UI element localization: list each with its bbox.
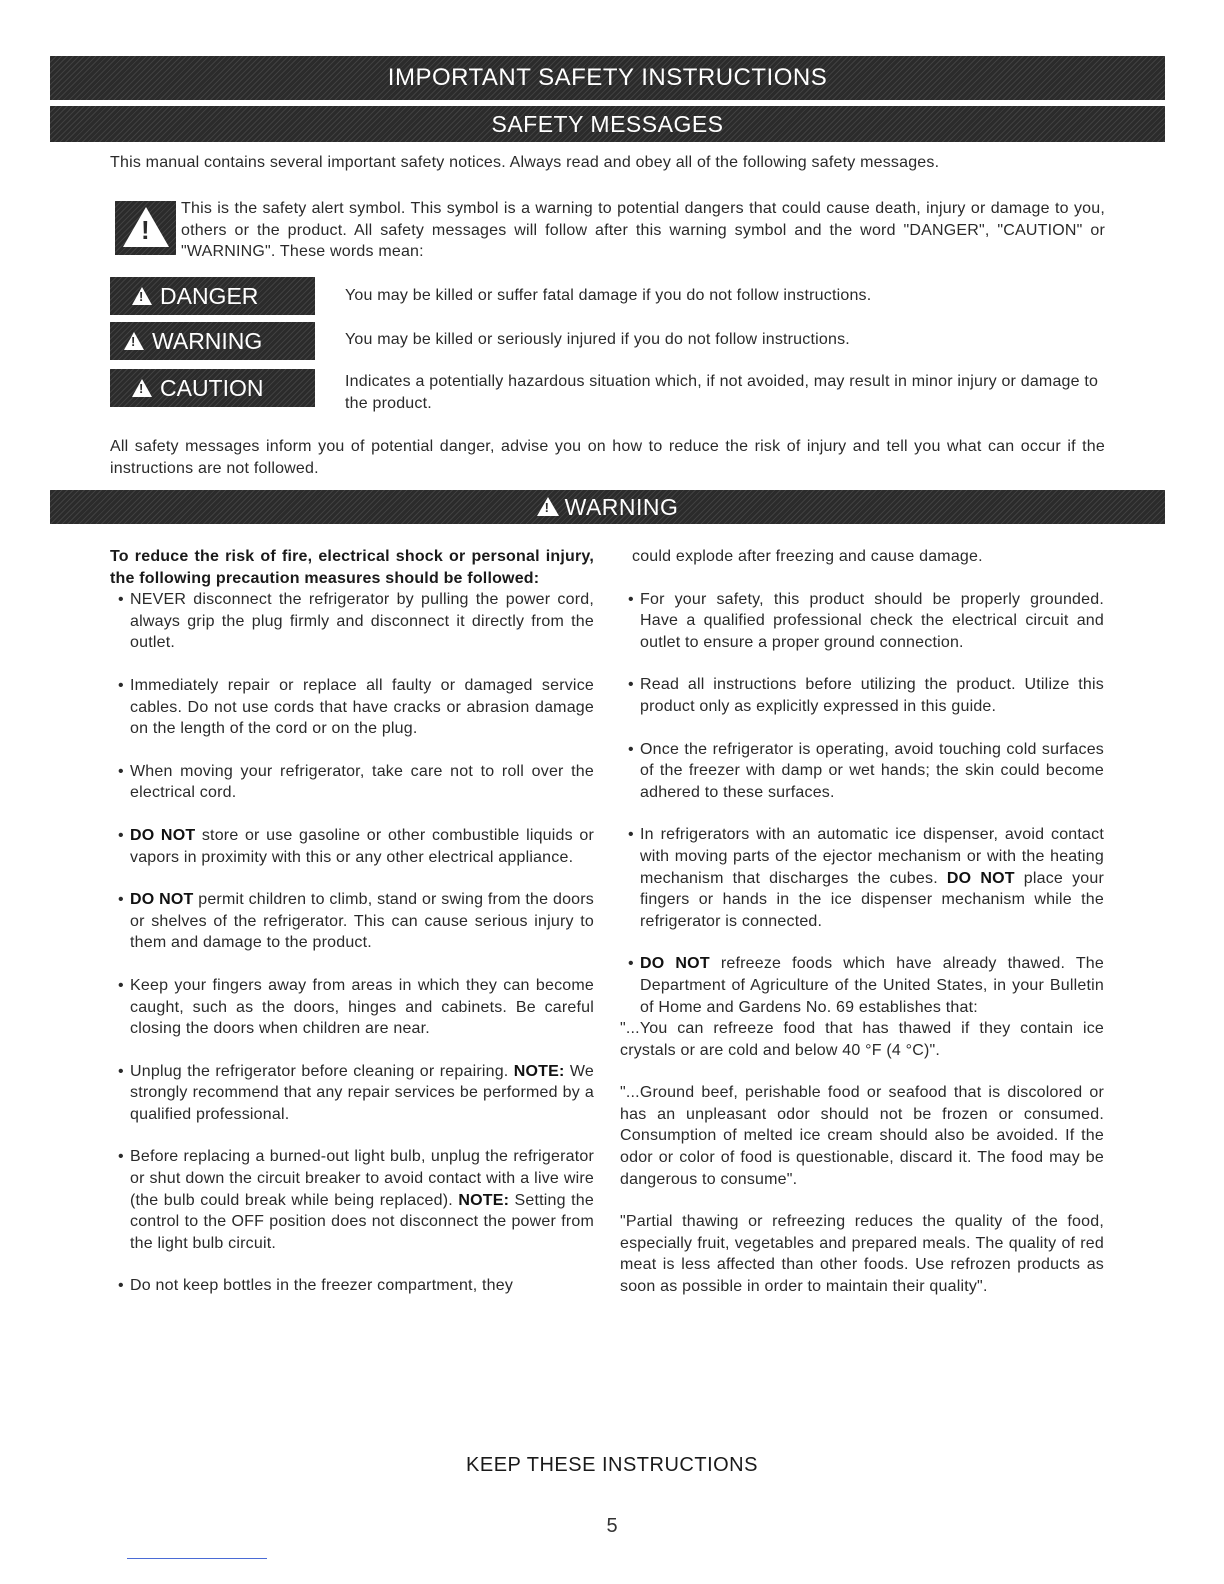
- list-item: • DO NOT refreeze foods which have already thawed. The Department of Agriculture of the United States, in your Bulletin of Home and Gardens No. 69 establishes that:: [620, 953, 1104, 1018]
- warning-triangle-icon: [132, 379, 152, 397]
- continued-text: could explode after freezing and cause damage.: [632, 548, 983, 565]
- warning-heading: WARNING: [564, 494, 679, 520]
- alert-symbol-description: This is the safety alert symbol. This symbol is a warning to potential dangers that could cause death, injury or damage to you, others or the product. All safety messages will follow after this warning symbol and the word "DANGER", "CAUTION" or "WARNING". These words mean:: [181, 200, 1105, 260]
- usda-quote: "...Ground beef, perishable food or seafood that is discolored or has an unpleasant odor should not be frozen or consumed. Consumption of melted ice cream should also be avoided. If the odor or color of food is questionable, discard it. The food may be dangerous to consume".: [620, 1084, 1104, 1188]
- usda-quote: "Partial thawing or refreezing reduces the quality of the food, especially fruit, vegetables and prepared meals. The quality of red meat is less affected than other foods. Use refrozen products as soon as possible in order to maintain their quality".: [620, 1213, 1104, 1296]
- list-item: • DO NOT store or use gasoline or other combustible liquids or vapors in proximity with this or any other electrical appliance.: [110, 825, 594, 868]
- usda-quote: "...You can refreeze food that has thawed if they contain ice crystals or are cold and below 40 °F (4 °C)".: [620, 1020, 1104, 1059]
- safety-summary: All safety messages inform you of potential danger, advise you on how to reduce the risk of injury and tell you what can occur if the instructions are not followed.: [110, 438, 1105, 477]
- list-item: • Once the refrigerator is operating, avoid touching cold surfaces of the freezer with damp or wet hands; the skin could become adhered to these surfaces.: [620, 739, 1104, 804]
- list-item: • NEVER disconnect the refrigerator by pulling the power cord, always grip the plug firmly and disconnect it directly from the outlet.: [110, 589, 594, 654]
- list-item: • Read all instructions before utilizing the product. Utilize this product only as explicitly expressed in this guide.: [620, 674, 1104, 717]
- precaution-lead: To reduce the risk of fire, electrical shock or personal injury, the following precaution measures should be followed:: [110, 548, 594, 587]
- danger-label: !DANGER: [110, 277, 315, 315]
- list-item: • For your safety, this product should be properly grounded. Have a qualified professional check the electrical circuit and outlet to ensure a proper ground connection.: [620, 589, 1104, 654]
- list-item: • Before replacing a burned-out light bulb, unplug the refrigerator or shut down the circuit breaker to avoid contact with a live wire (the bulb could break while being replaced). NOTE: Setting the control to the OFF position does not disconnect the power from the light bulb circuit.: [110, 1146, 594, 1254]
- warning-triangle-icon: [124, 332, 144, 350]
- warning-label: !WARNING: [110, 322, 315, 360]
- caution-label: !CAUTION: [110, 369, 315, 407]
- safety-alert-icon: [115, 201, 176, 255]
- warning-triangle-icon: [132, 287, 152, 305]
- keep-instructions-heading: KEEP THESE INSTRUCTIONS: [466, 1454, 758, 1476]
- page-number: 5: [606, 1515, 618, 1537]
- right-column: [620, 546, 1104, 1298]
- warning-banner: [50, 490, 1165, 524]
- section-title: SAFETY MESSAGES: [491, 111, 724, 137]
- list-item: • Keep your fingers away from areas in which they can become caught, such as the doors, hinges and cabinets. Be careful closing the doors when children are near.: [110, 975, 594, 1040]
- danger-description: You may be killed or suffer fatal damage if you do not follow instructions.: [345, 287, 872, 304]
- list-item: • Immediately repair or replace all faulty or damaged service cables. Do not use cords that have cracks or abrasion damage on the length of the cord or on the plug.: [110, 675, 594, 740]
- list-item: • Do not keep bottles in the freezer compartment, they: [110, 1275, 594, 1297]
- main-title-banner: [50, 56, 1165, 100]
- warning-description: You may be killed or seriously injured if you do not follow instructions.: [345, 331, 850, 348]
- list-item: • In refrigerators with an automatic ice dispenser, avoid contact with moving parts of the ejector mechanism or with the heating mechanism that discharges the cubes. DO NOT place your fingers or hands in the ice dispenser mechanism while the refrigerator is connected.: [620, 824, 1104, 932]
- caution-description: Indicates a potentially hazardous situation which, if not avoided, may result in minor injury or damage to the product.: [345, 373, 1099, 412]
- list-item: • Unplug the refrigerator before cleaning or repairing. NOTE: We strongly recommend that any repair services be performed by a qualified professional.: [110, 1061, 594, 1126]
- list-item: • DO NOT permit children to climb, stand or swing from the doors or shelves of the refrigerator. This can cause serious injury to them and damage to the product.: [110, 889, 594, 954]
- intro-text: This manual contains several important safety notices. Always read and obey all of the following safety messages.: [110, 154, 940, 171]
- warning-triangle-icon: [537, 497, 559, 516]
- safety-messages-banner: [50, 106, 1165, 142]
- main-title: IMPORTANT SAFETY INSTRUCTIONS: [387, 64, 828, 91]
- left-column: [110, 546, 594, 1297]
- footnote-rule: [127, 1558, 267, 1559]
- list-item: • When moving your refrigerator, take care not to roll over the electrical cord.: [110, 761, 594, 804]
